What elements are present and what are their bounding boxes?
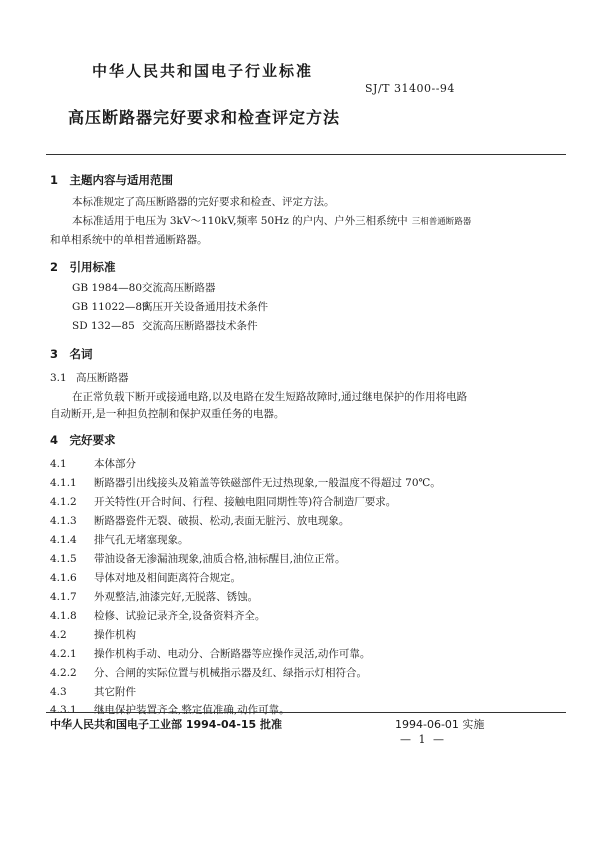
requirement-item <box>50 627 136 642</box>
requirement-item <box>50 532 189 547</box>
section-1-paragraph-2-main: 本标准适用于电压为 3kV～110kV,频率 50Hz 的户内、户外三相系统中 <box>72 215 408 227</box>
term-definition-line-2: 自动断开,是一种担负控制和保护双重任务的电器。 <box>50 408 285 420</box>
document-title: 高压断路器完好要求和检查评定方法 <box>68 108 341 127</box>
section-3-heading: 3 名词 <box>50 347 93 361</box>
requirement-item <box>50 589 258 604</box>
term-definition-line-1: 在正常负载下断开或接通电路,以及电路在发生短路故障时,通过继电保护的作用将电路 <box>72 391 468 403</box>
reference-name: 交流高压断路器技术条件 <box>142 320 258 332</box>
requirement-number: 4.2.1 <box>50 648 77 660</box>
reference-code: GB 11022—89 <box>72 301 149 313</box>
requirement-item <box>50 475 441 490</box>
requirement-text: 断路器引出线接头及箱盖等铁磁部件无过热现象,一般温度不得超过 70℃。 <box>94 477 441 489</box>
requirement-item <box>50 608 265 623</box>
requirement-number: 4.1.7 <box>50 591 77 603</box>
requirement-item <box>50 665 367 680</box>
requirement-item <box>50 494 396 509</box>
requirement-number: 4.3.1 <box>50 704 77 716</box>
standard-code: SJ/T 31400--94 <box>365 82 455 95</box>
footer-rule <box>46 712 566 713</box>
requirement-number: 4.1.6 <box>50 572 77 584</box>
term-label: 高压断路器 <box>76 372 129 384</box>
requirement-text: 外观整洁,油漆完好,无脱落、锈蚀。 <box>94 591 259 603</box>
requirement-number: 4.1.5 <box>50 553 77 565</box>
reference-item <box>72 280 216 295</box>
term-heading <box>50 370 129 385</box>
requirement-number: 4.2 <box>50 629 67 641</box>
requirement-text: 分、合闸的实际位置与机械指示器及红、绿指示灯相符合。 <box>94 667 367 679</box>
requirement-number: 4.1.1 <box>50 477 77 489</box>
requirement-number: 4.3 <box>50 686 67 698</box>
requirement-item <box>50 646 370 661</box>
requirement-number: 4.1.2 <box>50 496 77 508</box>
section-2-heading: 2 引用标准 <box>50 260 116 274</box>
requirement-text: 检修、试验记录齐全,设备资料齐全。 <box>94 610 266 622</box>
section-1-heading: 1 主题内容与适用范围 <box>50 173 174 187</box>
approval-line: 中华人民共和国电子工业部 1994-04-15 批准 <box>50 718 283 731</box>
requirement-item <box>50 684 136 699</box>
section-4-heading: 4 完好要求 <box>50 433 116 447</box>
requirement-text: 带油设备无渗漏油现象,油质合格,油标醒目,油位正常。 <box>94 553 346 565</box>
requirement-item <box>50 551 346 566</box>
requirement-number: 4.1.3 <box>50 515 77 527</box>
requirement-text: 导体对地及相间距离符合规定。 <box>94 572 241 584</box>
reference-code: GB 1984—80 <box>72 282 143 294</box>
requirement-text: 操作机构手动、电动分、合断路器等应操作灵活,动作可靠。 <box>94 648 371 660</box>
requirement-text: 开关特性(开合时间、行程、接触电阻同期性等)符合制造厂要求。 <box>94 496 397 508</box>
requirement-text: 继电保护装置齐全,整定值准确,动作可靠。 <box>94 704 290 716</box>
reference-name: 交流高压断路器 <box>142 282 216 294</box>
requirement-text: 其它附件 <box>94 686 136 698</box>
requirement-item <box>50 513 349 528</box>
requirement-item <box>50 456 136 471</box>
reference-name: 高压开关设备通用技术条件 <box>142 301 268 313</box>
requirement-text: 本体部分 <box>94 458 136 470</box>
requirement-text: 断路器瓷件无裂、破损、松动,表面无脏污、放电现象。 <box>94 515 350 527</box>
requirement-item <box>50 702 290 717</box>
requirement-number: 4.1.8 <box>50 610 77 622</box>
requirement-text: 操作机构 <box>94 629 136 641</box>
requirement-number: 4.2.2 <box>50 667 77 679</box>
requirement-item <box>50 570 241 585</box>
standard-name: 中华人民共和国电子行业标准 <box>92 62 314 80</box>
implementation-date: 1994-06-01 实施 <box>395 718 485 731</box>
term-number: 3.1 <box>50 372 67 384</box>
section-1-paragraph-2-small: 三相普通断路器 <box>411 217 472 227</box>
header-rule <box>46 154 566 155</box>
requirement-number: 4.1 <box>50 458 67 470</box>
reference-item <box>72 318 258 333</box>
page-number: — 1 — <box>400 733 446 746</box>
requirement-number: 4.1.4 <box>50 534 77 546</box>
requirement-text: 排气孔无堵塞现象。 <box>94 534 189 546</box>
section-1-paragraph-2 <box>72 213 471 228</box>
section-1-paragraph-2-cont: 和单相系统中的单相普通断路器。 <box>50 234 208 246</box>
section-1-paragraph-1: 本标准规定了高压断路器的完好要求和检查、评定方法。 <box>72 196 335 208</box>
reference-item <box>72 299 268 314</box>
reference-code: SD 132—85 <box>72 320 135 332</box>
